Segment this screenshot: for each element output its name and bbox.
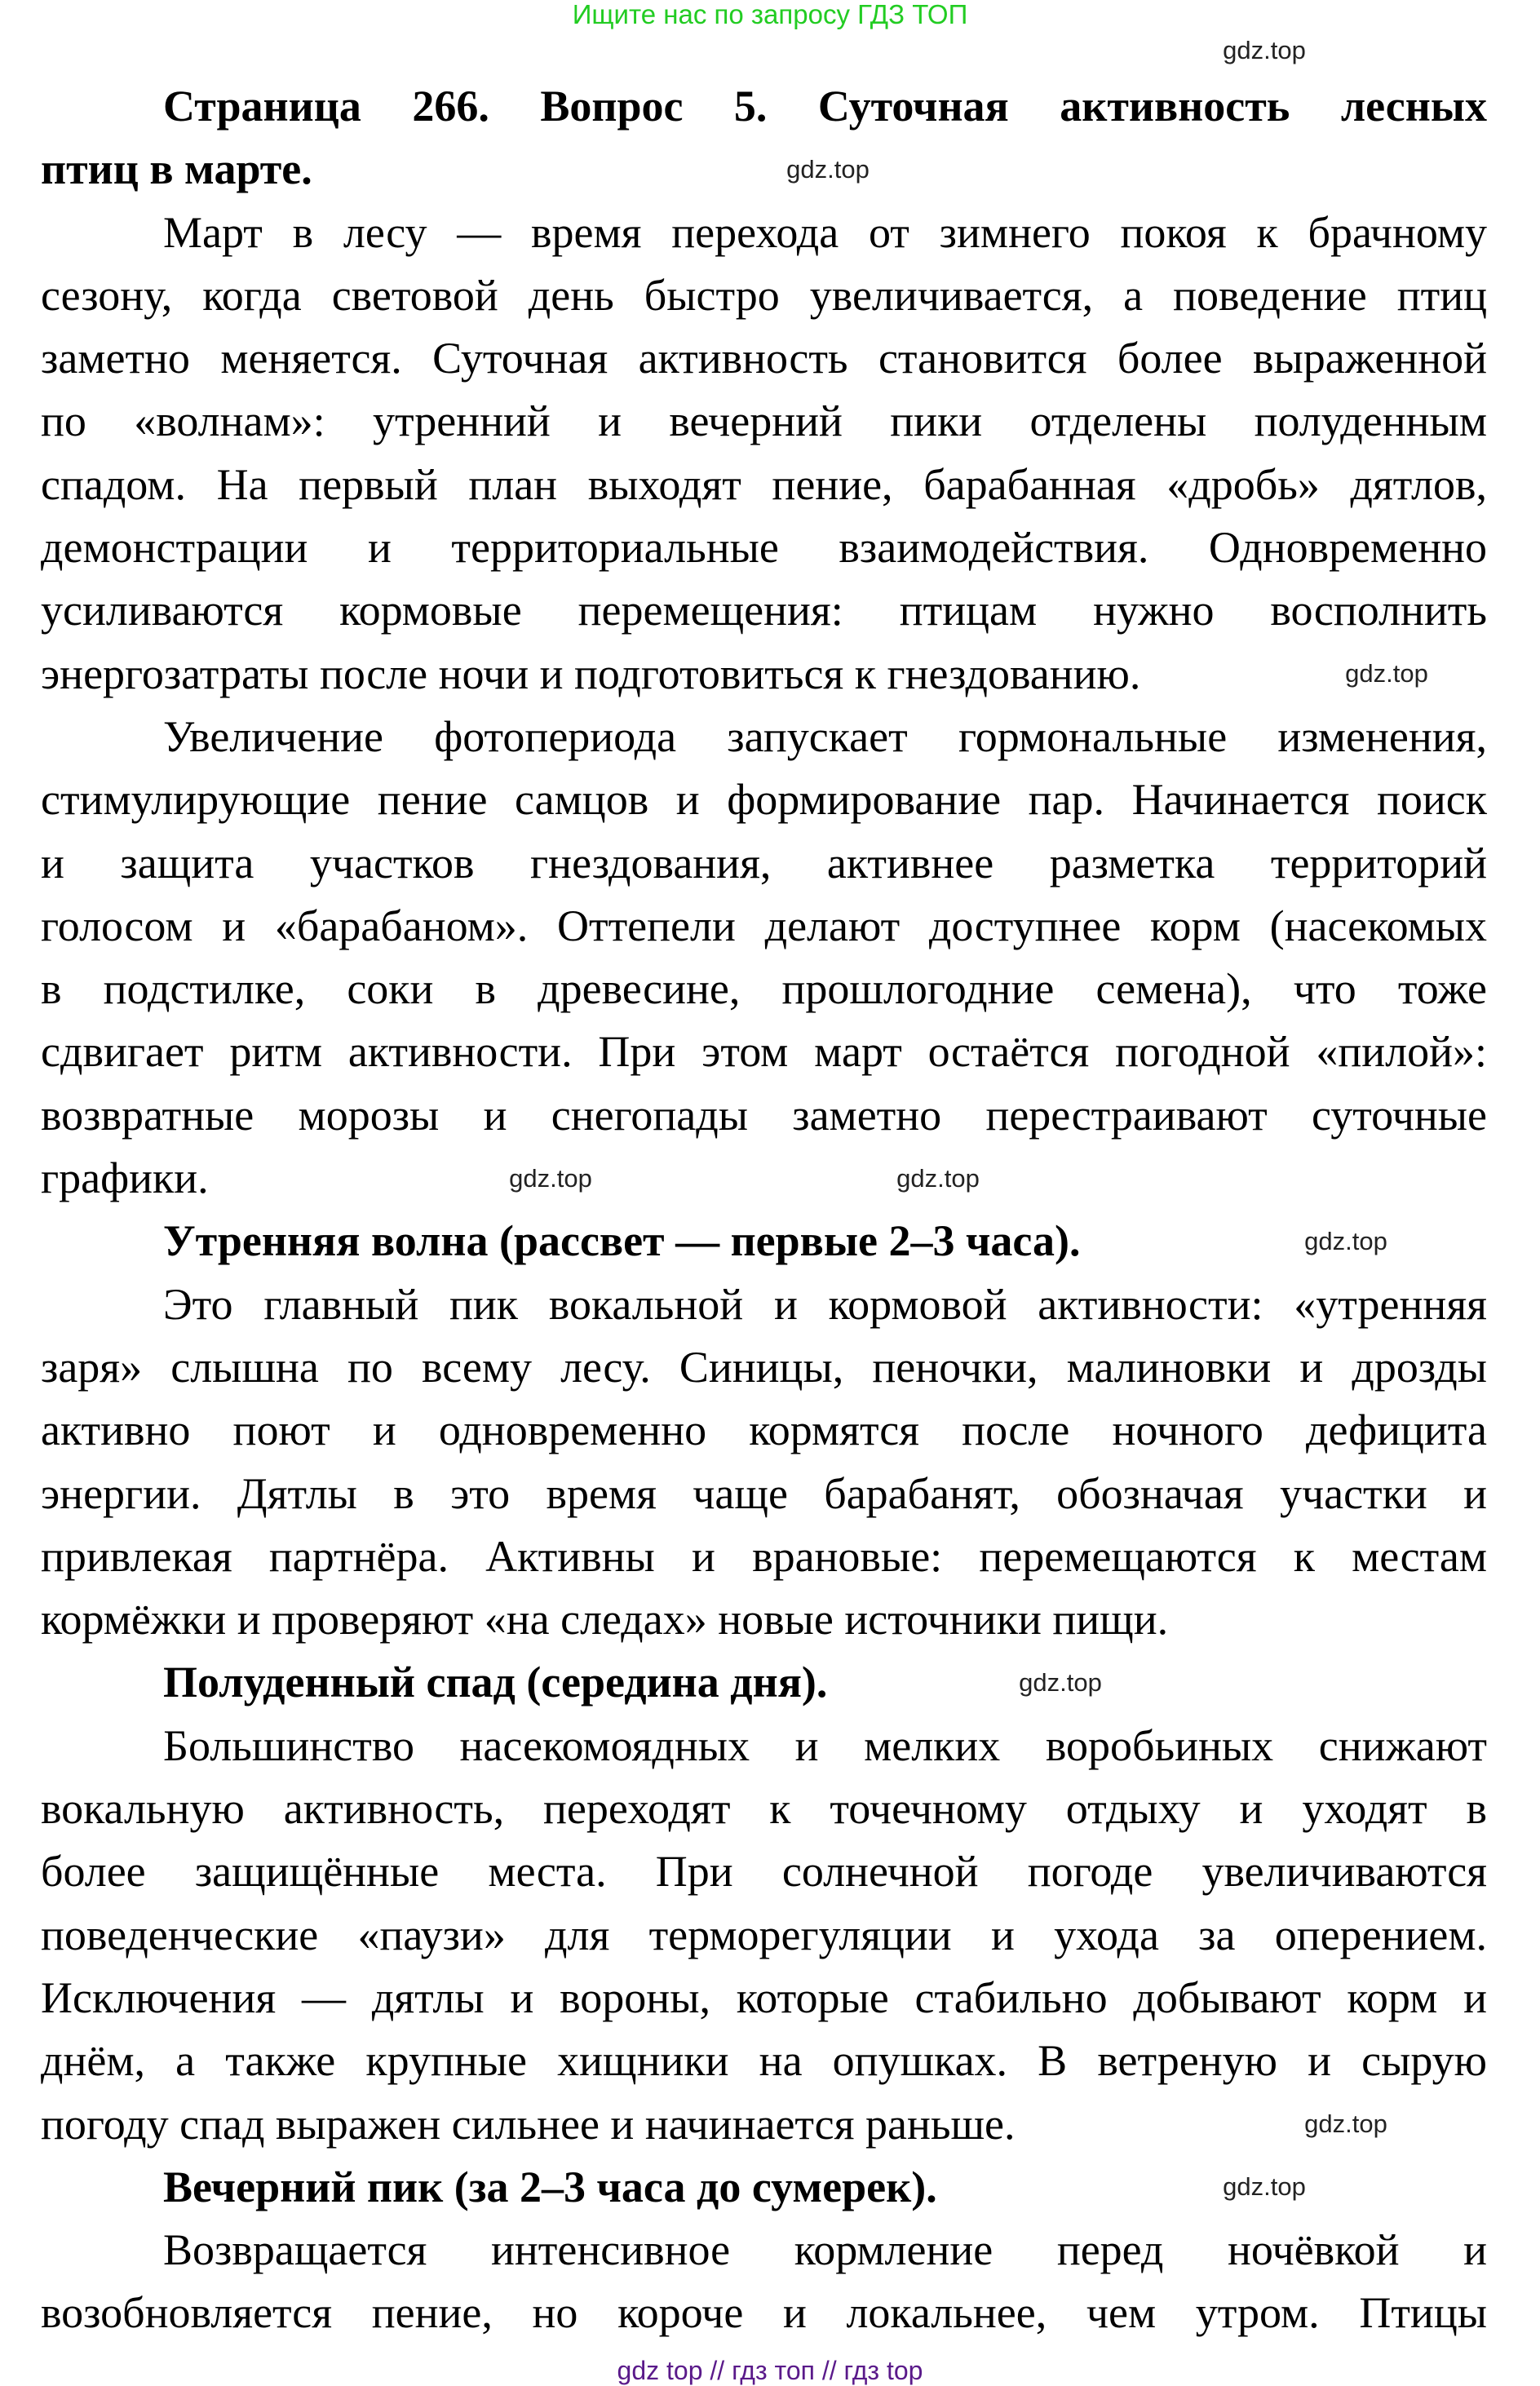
- paragraph-line: заря» слышна по всему лесу. Синицы, пеночки, малиновки и дрозды: [41, 1342, 1487, 1392]
- paragraph-line: возвратные морозы и снегопады заметно перестраивают суточные: [41, 1090, 1487, 1140]
- paragraph-line: голосом и «барабаном». Оттепели делают доступнее корм (насекомых: [41, 901, 1487, 950]
- paragraph-line: энергозатраты после ночи и подготовиться к гнездованию.: [41, 649, 1141, 698]
- paragraph-line: Исключения — дятлы и вороны, которые стабильно добывают корм и: [41, 1972, 1487, 2022]
- paragraph-line: демонстрации и территориальные взаимодействия. Одновременно: [41, 523, 1487, 573]
- watermark: gdz.top: [786, 155, 870, 184]
- paragraph-line: энергии. Дятлы в это время чаще барабанят, обозначая участки и: [41, 1468, 1487, 1518]
- paragraph-line: Это главный пик вокальной и кормовой активности: «утренняя: [163, 1279, 1487, 1329]
- paragraph-line: в подстилке, соки в древесине, прошлогодние семена), что тоже: [41, 964, 1487, 1014]
- watermark: gdz.top: [509, 1164, 592, 1193]
- page-title-line: Страница 266. Вопрос 5. Суточная активность лесных: [163, 82, 1487, 131]
- paragraph-line: привлекая партнёра. Активны и врановые: перемещаются к местам: [41, 1531, 1487, 1581]
- watermark: gdz.top: [1019, 1668, 1102, 1697]
- watermark: gdz.top: [1304, 1227, 1387, 1255]
- paragraph-line: спадом. На первый план выходят пение, барабанная «дробь» дятлов,: [41, 459, 1487, 509]
- paragraph-line: более защищённые места. При солнечной погоде увеличиваются: [41, 1847, 1487, 1897]
- section-heading: Утренняя волна (рассвет — первые 2–3 часа).: [163, 1216, 1081, 1266]
- paragraph-line: Март в лесу — время перехода от зимнего покоя к брачному: [163, 207, 1487, 257]
- paragraph-line: Большинство насекомоядных и мелких воробьиных снижают: [163, 1720, 1487, 1770]
- watermark: gdz.top: [1223, 36, 1306, 64]
- paragraph-line: погоду спад выражен сильнее и начинается раньше.: [41, 2099, 1016, 2149]
- paragraph-line: сдвигает ритм активности. При этом март остаётся погодной «пилой»:: [41, 1027, 1487, 1077]
- section-heading: Полуденный спад (середина дня).: [163, 1658, 828, 1707]
- paragraph-line: графики.: [41, 1153, 209, 1203]
- document-body: [41, 75, 1487, 2345]
- paragraph-line: Увеличение фотопериода запускает гормональные изменения,: [163, 711, 1487, 761]
- watermark: gdz.top: [1345, 659, 1428, 688]
- watermark: gdz.top: [1304, 2109, 1387, 2138]
- paragraph-line: возобновляется пение, но короче и локальнее, чем утром. Птицы: [41, 2288, 1487, 2338]
- paragraph-line: днём, а также крупные хищники на опушках. В ветреную и сырую: [41, 2036, 1487, 2086]
- paragraph-line: Возвращается интенсивное кормление перед ночёвкой и: [163, 2225, 1487, 2275]
- paragraph-line: усиливаются кормовые перемещения: птицам нужно восполнить: [41, 586, 1487, 635]
- paragraph-line: поведенческие «паузи» для терморегуляции и ухода за оперением.: [41, 1910, 1487, 1959]
- section-heading: Вечерний пик (за 2–3 часа до сумерек).: [163, 2162, 937, 2211]
- search-banner[interactable]: Ищите нас по запросу ГДЗ ТОП: [572, 0, 968, 29]
- watermark: gdz.top: [896, 1164, 980, 1193]
- paragraph-line: вокальную активность, переходят к точечному отдыху и уходят в: [41, 1784, 1487, 1834]
- paragraph-line: стимулирующие пение самцов и формирование пар. Начинается поиск: [41, 775, 1487, 825]
- footer-links[interactable]: gdz top // гдз топ // гдз top: [617, 2356, 923, 2385]
- paragraph-line: кормёжки и проверяют «на следах» новые источники пищи.: [41, 1595, 1169, 1645]
- paragraph-line: активно поют и одновременно кормятся после ночного дефицита: [41, 1405, 1487, 1455]
- paragraph-line: заметно меняется. Суточная активность становится более выраженной: [41, 334, 1487, 383]
- paragraph-line: по «волнам»: утренний и вечерний пики отделены полуденным: [41, 396, 1487, 446]
- paragraph-line: сезону, когда световой день быстро увеличивается, а поведение птиц: [41, 270, 1487, 320]
- paragraph-line: и защита участков гнездования, активнее разметка территорий: [41, 838, 1487, 888]
- watermark: gdz.top: [1223, 2172, 1306, 2201]
- page-title-line: птиц в марте.: [41, 144, 312, 194]
